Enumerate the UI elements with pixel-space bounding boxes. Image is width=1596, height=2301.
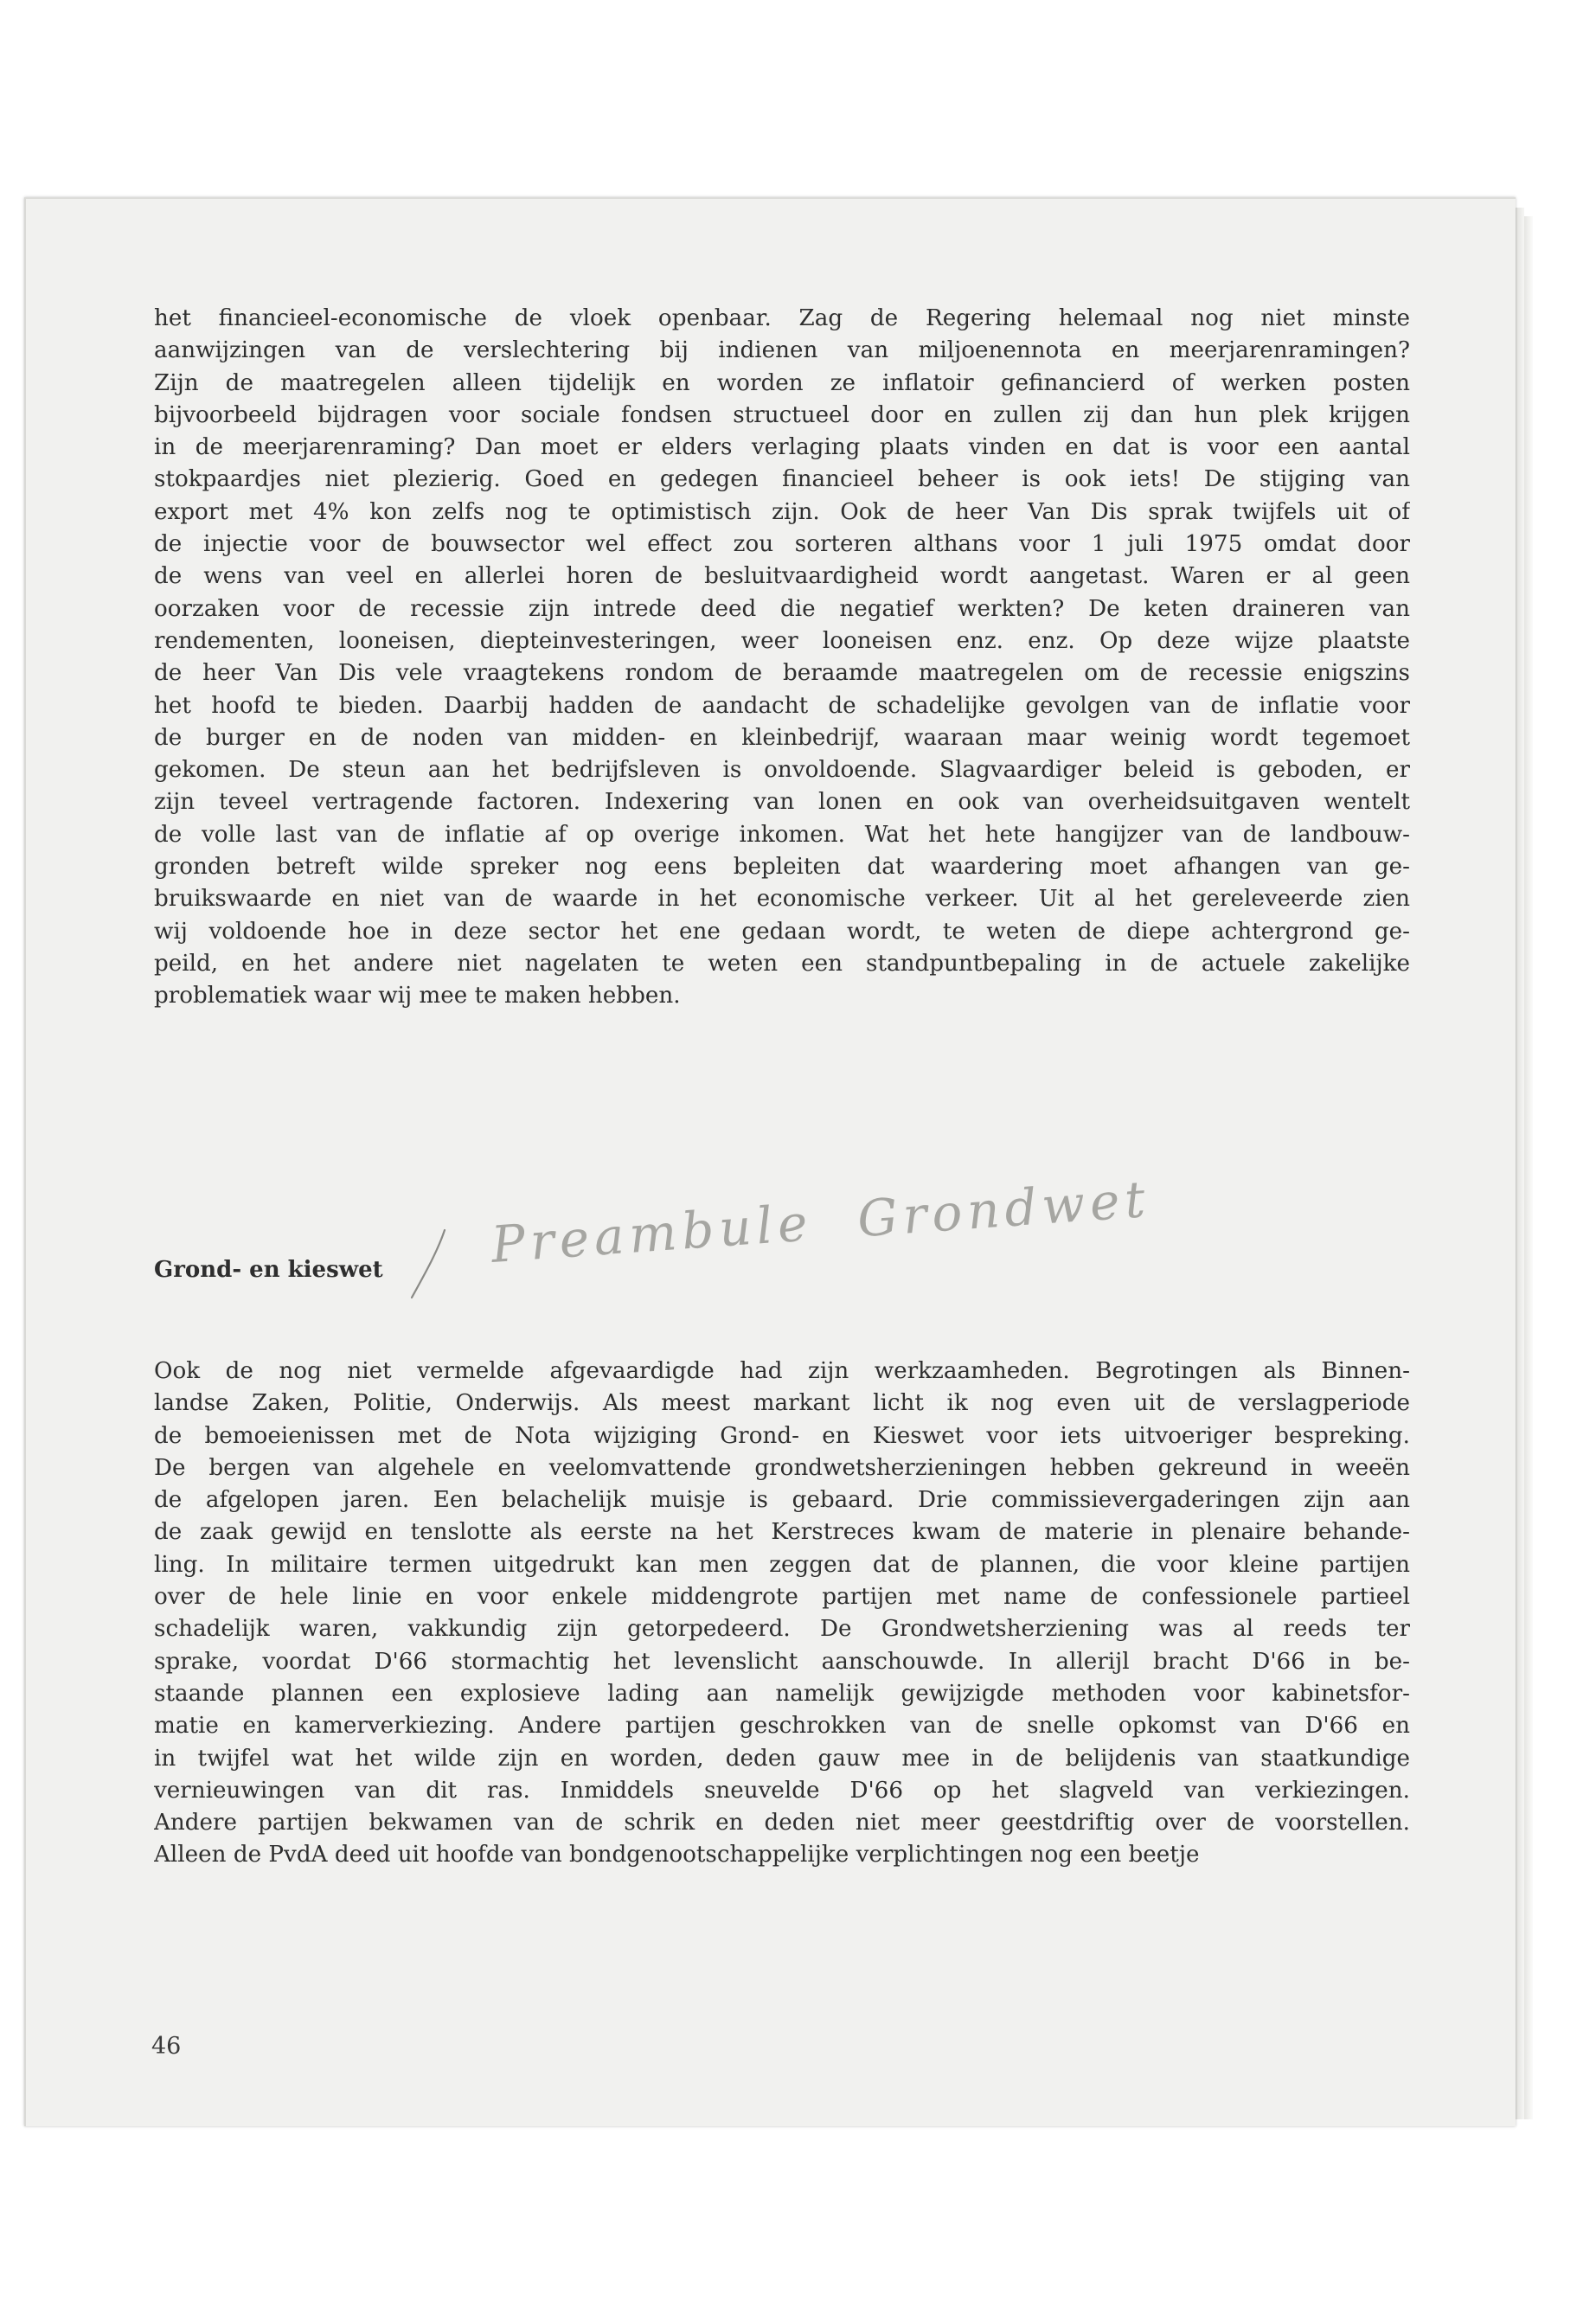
text-line: oorzaken voor de recessie zijn intrede deed die negatief werkten? De keten draineren van bbox=[154, 595, 1410, 622]
text-line: wij voldoende hoe in deze sector het ene gedaan wordt, te weten de diepe achtergrond ge- bbox=[154, 918, 1410, 945]
text-line: schadelijk waren, vakkundig zijn getorpedeerd. De Grondwetsherziening was al reeds ter bbox=[154, 1616, 1410, 1643]
text-line: gekomen. De steun aan het bedrijfsleven is onvoldoende. Slagvaardiger beleid is geboden, er bbox=[154, 757, 1410, 784]
text-line: de wens van veel en allerlei horen de besluitvaardigheid wordt aangetast. Waren er al geen bbox=[154, 563, 1410, 590]
paragraph-1 bbox=[154, 303, 1410, 1013]
text-line: rendementen, looneisen, diepteinvesteringen, weer looneisen enz. enz. Op deze wijze plaatste bbox=[154, 627, 1410, 654]
text-line: zijn teveel vertragende factoren. Indexering van lonen en ook van overheidsuitgaven wentelt bbox=[154, 789, 1410, 816]
text-line: de zaak gewijd en tenslotte als eerste na het Kerstreces kwam de materie in plenaire behande- bbox=[154, 1519, 1410, 1546]
text-line: de afgelopen jaren. Een belachelijk muisje is gebaard. Drie commissievergaderingen zijn aan bbox=[154, 1487, 1410, 1514]
text-line: de bemoeienissen met de Nota wijziging Grond- en Kieswet voor iets uitvoeriger bespreking. bbox=[154, 1422, 1410, 1449]
text-line: bruikswaarde en niet van de waarde in het economische verkeer. Uit al het gereleveerde zien bbox=[154, 886, 1410, 913]
handwritten-slash bbox=[403, 1225, 455, 1303]
text-line: aanwijzingen van de verslechtering bij indienen van miljoenennota en meerjarenramingen? bbox=[154, 337, 1410, 364]
text-line: de injectie voor de bouwsector wel effect zou sorteren althans voor 1 juli 1975 omdat door bbox=[154, 531, 1410, 558]
handwritten-note: Preambule Grondwet bbox=[489, 1169, 1152, 1274]
text-line: het financieel-economische de vloek openbaar. Zag de Regering helemaal nog niet minste bbox=[154, 305, 1410, 331]
text-line: Alleen de PvdA deed uit hoofde van bondgenootschappelijke verplichtingen nog een beetje bbox=[154, 1842, 1200, 1868]
text-line: Zijn de maatregelen alleen tijdelijk en worden ze inflatoir gefinancierd of werken posten bbox=[154, 369, 1410, 396]
text-line: export met 4% kon zelfs nog te optimistisch zijn. Ook de heer Van Dis sprak twijfels uit of bbox=[154, 498, 1410, 525]
page-edge-highlight bbox=[1524, 216, 1533, 2119]
text-line: de burger en de noden van midden- en kleinbedrijf, waaraan maar weinig wordt tegemoet bbox=[154, 724, 1410, 751]
section-heading: Grond- en kieswet bbox=[154, 1257, 383, 1283]
text-line: in de meerjarenraming? Dan moet er elders verlaging plaats vinden en dat is voor een aantal bbox=[154, 434, 1410, 461]
page-number: 46 bbox=[151, 2033, 182, 2060]
paragraph-2 bbox=[154, 1356, 1410, 1872]
text-line: stokpaardjes niet plezierig. Goed en gedegen financieel beheer is ook iets! De stijging van bbox=[154, 466, 1410, 493]
text-line: bijvoorbeeld bijdragen voor sociale fondsen structueel door en zullen zij dan hun plek krijgen bbox=[154, 401, 1410, 428]
text-line: over de hele linie en voor enkele middengrote partijen met name de confessionele partieel bbox=[154, 1584, 1410, 1611]
text-line: Ook de nog niet vermelde afgevaardigde had zijn werkzaamheden. Begrotingen als Binnen- bbox=[154, 1358, 1410, 1384]
text-line: de volle last van de inflatie af op overige inkomen. Wat het hete hangijzer van de landbouw- bbox=[154, 821, 1410, 848]
text-line: in twijfel wat het wilde zijn en worden, deden gauw mee in de belijdenis van staatkundige bbox=[154, 1745, 1410, 1772]
text-line: gronden betreft wilde spreker nog eens bepleiten dat waardering moet afhangen van ge- bbox=[154, 854, 1410, 881]
text-line: matie en kamerverkiezing. Andere partijen geschrokken van de snelle opkomst van D'66 en bbox=[154, 1713, 1410, 1740]
text-line: staande plannen een explosieve lading aan namelijk gewijzigde methoden voor kabinetsfor- bbox=[154, 1680, 1410, 1707]
text-line: peild, en het andere niet nagelaten te weten een standpuntbepaling in de actuele zakelijke bbox=[154, 950, 1410, 977]
text-line: vernieuwingen van dit ras. Inmiddels sneuvelde D'66 op het slagveld van verkiezingen. bbox=[154, 1777, 1410, 1804]
text-line: ling. In militaire termen uitgedrukt kan men zeggen dat de plannen, die voor kleine partijen bbox=[154, 1551, 1410, 1578]
text-line: sprake, voordat D'66 stormachtig het levenslicht aanschouwde. In allerijl bracht D'66 in be- bbox=[154, 1648, 1410, 1675]
text-line: problematiek waar wij mee te maken hebben. bbox=[154, 983, 681, 1009]
text-line: de heer Van Dis vele vraagtekens rondom de beraamde maatregelen om de recessie enigszins bbox=[154, 660, 1410, 687]
text-line: Andere partijen bekwamen van de schrik en deden niet meer geestdriftig over de voorstellen. bbox=[154, 1810, 1410, 1836]
text-line: het hoofd te bieden. Daarbij hadden de aandacht de schadelijke gevolgen van de inflatie voor bbox=[154, 692, 1410, 719]
text-line: landse Zaken, Politie, Onderwijs. Als meest markant licht ik nog even uit de verslagperiode bbox=[154, 1390, 1410, 1417]
text-line: De bergen van algehele en veelomvattende grondwetsherzieningen hebben gekreund in weeën bbox=[154, 1454, 1410, 1481]
